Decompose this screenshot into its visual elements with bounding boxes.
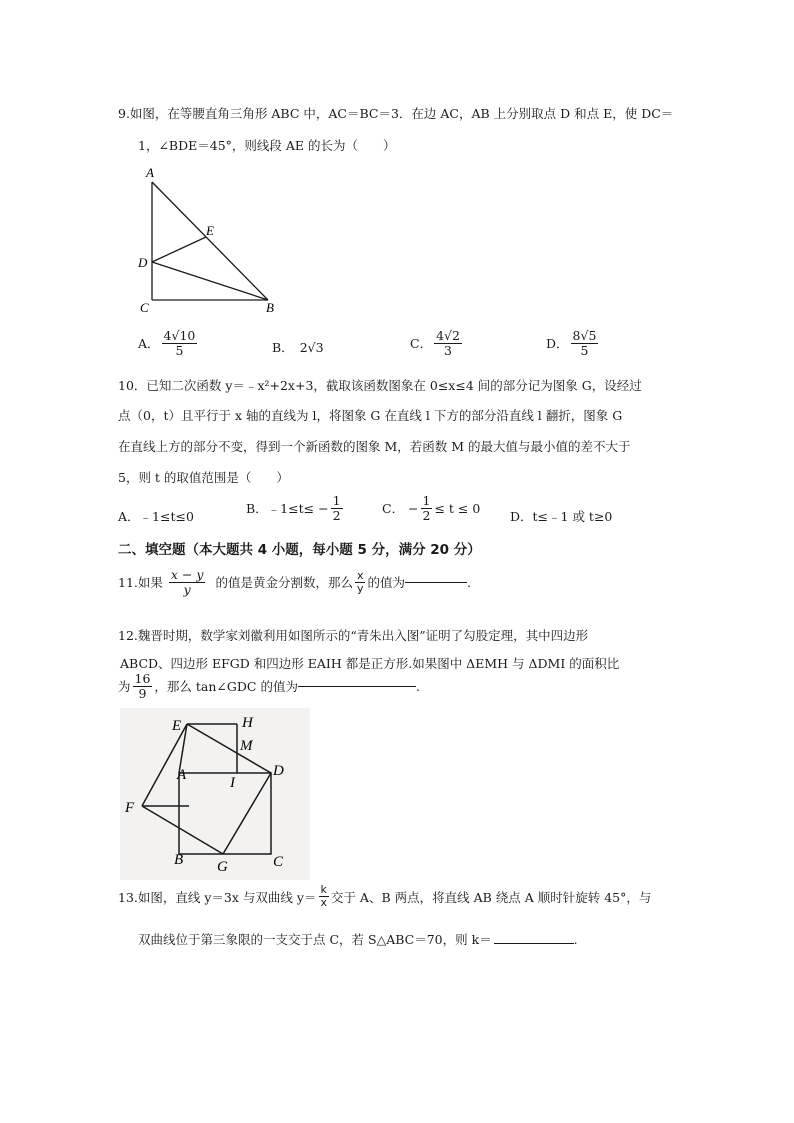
q11-line: 11.如果 $\frac{x - y}{y}$ 的值是黄金分割数，那么 $\frac{x}{y}$ 的值为 .: [118, 567, 471, 597]
q9-option-d-num: 8√5: [572, 328, 597, 343]
q10-option-c: C． − $\frac{1}{2}$ ≤ t ≤ 0: [382, 493, 481, 523]
q13-fraction-den: x: [320, 896, 327, 910]
q13-fraction-num: k: [320, 883, 327, 896]
q9-option-c-num: 4√2: [436, 328, 460, 343]
q13-line-2: 双曲线位于第三象限的一支交于点 C，若 S△ABC＝70，则 k＝ .: [138, 932, 578, 947]
q9-option-a-num: 4√10: [163, 328, 196, 343]
q9-label-b: B: [266, 300, 274, 315]
q9-label-a: A: [146, 165, 154, 180]
q12-qingzhu-figure: [120, 708, 310, 880]
q10-option-a: A．﹣1≤t≤0: [118, 509, 194, 524]
q12-label-a: A: [177, 767, 187, 783]
q9-option-a: A． $\frac{4√10}{5}$: [138, 328, 196, 358]
q12-label-i: I: [230, 775, 235, 791]
q9-option-b: B． 2√3: [272, 340, 324, 355]
q9-label-d: D: [138, 255, 148, 270]
q11-fraction-1-den: y: [183, 581, 191, 597]
section-heading-fill-in: 二、填空题（本大题共 4 小题，每小题 5 分，满分 20 分）: [118, 542, 481, 558]
q12-label-d: D: [273, 763, 284, 779]
q9-line-1: 9.如图，在等腰直角三角形 ABC 中，AC＝BC＝3．在边 AC，AB 上分别取点 D 和点 E，使 DC＝: [118, 106, 674, 121]
q9-option-c: C． $\frac{4√2}{3}$: [410, 328, 460, 358]
q13-answer-blank[interactable]: [494, 943, 574, 944]
q10-line-1: 10．已知二次函数 y＝﹣x²+2x+3，截取该函数图象在 0≤x≤4 间的部分记为图象 G，设经过: [118, 378, 642, 393]
q12-line-2: ABCD、四边形 EFGD 和四边形 EAIH 都是正方形.如果图中 ΔEMH 与 ΔDMI 的面积比: [120, 656, 620, 671]
q10-line-3: 在直线上方的部分不变，得到一个新函数的图象 M，若函数 M 的最大值与最小值的差不大于: [118, 439, 631, 454]
q12-fraction-den: 9: [138, 685, 147, 701]
q10-option-b: B．﹣1≤t≤ − $\frac{1}{2}$: [246, 493, 341, 523]
q10-line-4: 5，则 t 的取值范围是（ ）: [118, 470, 289, 485]
q12-label-c: C: [273, 854, 284, 870]
q11-fraction-1-num: x − y: [170, 567, 204, 582]
q12-line-3: 为 $\frac{16}{9}$ ，那么 tan∠GDC 的值为 .: [118, 671, 420, 701]
q9-option-a-den: 5: [175, 342, 184, 358]
q9-option-c-den: 3: [444, 342, 452, 358]
q12-label-e: E: [172, 718, 182, 734]
q9-line-2: 1，∠BDE＝45°，则线段 AE 的长为（ ）: [138, 138, 396, 153]
q12-line-1: 12.魏晋时期，数学家刘徽利用如图所示的“青朱出入图”证明了勾股定理，其中四边形: [118, 628, 589, 643]
q12-fraction-num: 16: [134, 671, 151, 686]
q9-triangle-figure: [130, 162, 290, 320]
q11-fraction-2-num: x: [356, 568, 364, 582]
q12-label-b: B: [174, 852, 184, 868]
q9-label-e: E: [206, 223, 214, 238]
q11-fraction-2-den: y: [356, 581, 364, 595]
q12-label-g: G: [217, 859, 228, 875]
q10-line-2: 点（0，t）且平行于 x 轴的直线为 l，将图象 G 在直线 l 下方的部分沿直线 l 翻折，图象 G: [118, 408, 623, 423]
q9-label-c: C: [140, 300, 149, 315]
q9-option-d: D． $\frac{8√5}{5}$: [546, 328, 597, 358]
q9-option-d-den: 5: [580, 342, 589, 358]
q12-label-h: H: [242, 715, 253, 731]
q12-label-m: M: [240, 738, 253, 754]
q10-option-d: D．t≤﹣1 或 t≥0: [510, 509, 613, 524]
q12-label-f: F: [125, 800, 135, 816]
q13-line-1: 13.如图，直线 y＝3x 与双曲线 y＝ $\frac{k}{x}$ 交于 A、B 两点，将直线 AB 绕点 A 顺时针旋转 45°，与: [118, 883, 652, 910]
q11-answer-blank[interactable]: [405, 582, 467, 583]
q12-answer-blank[interactable]: [298, 686, 416, 687]
